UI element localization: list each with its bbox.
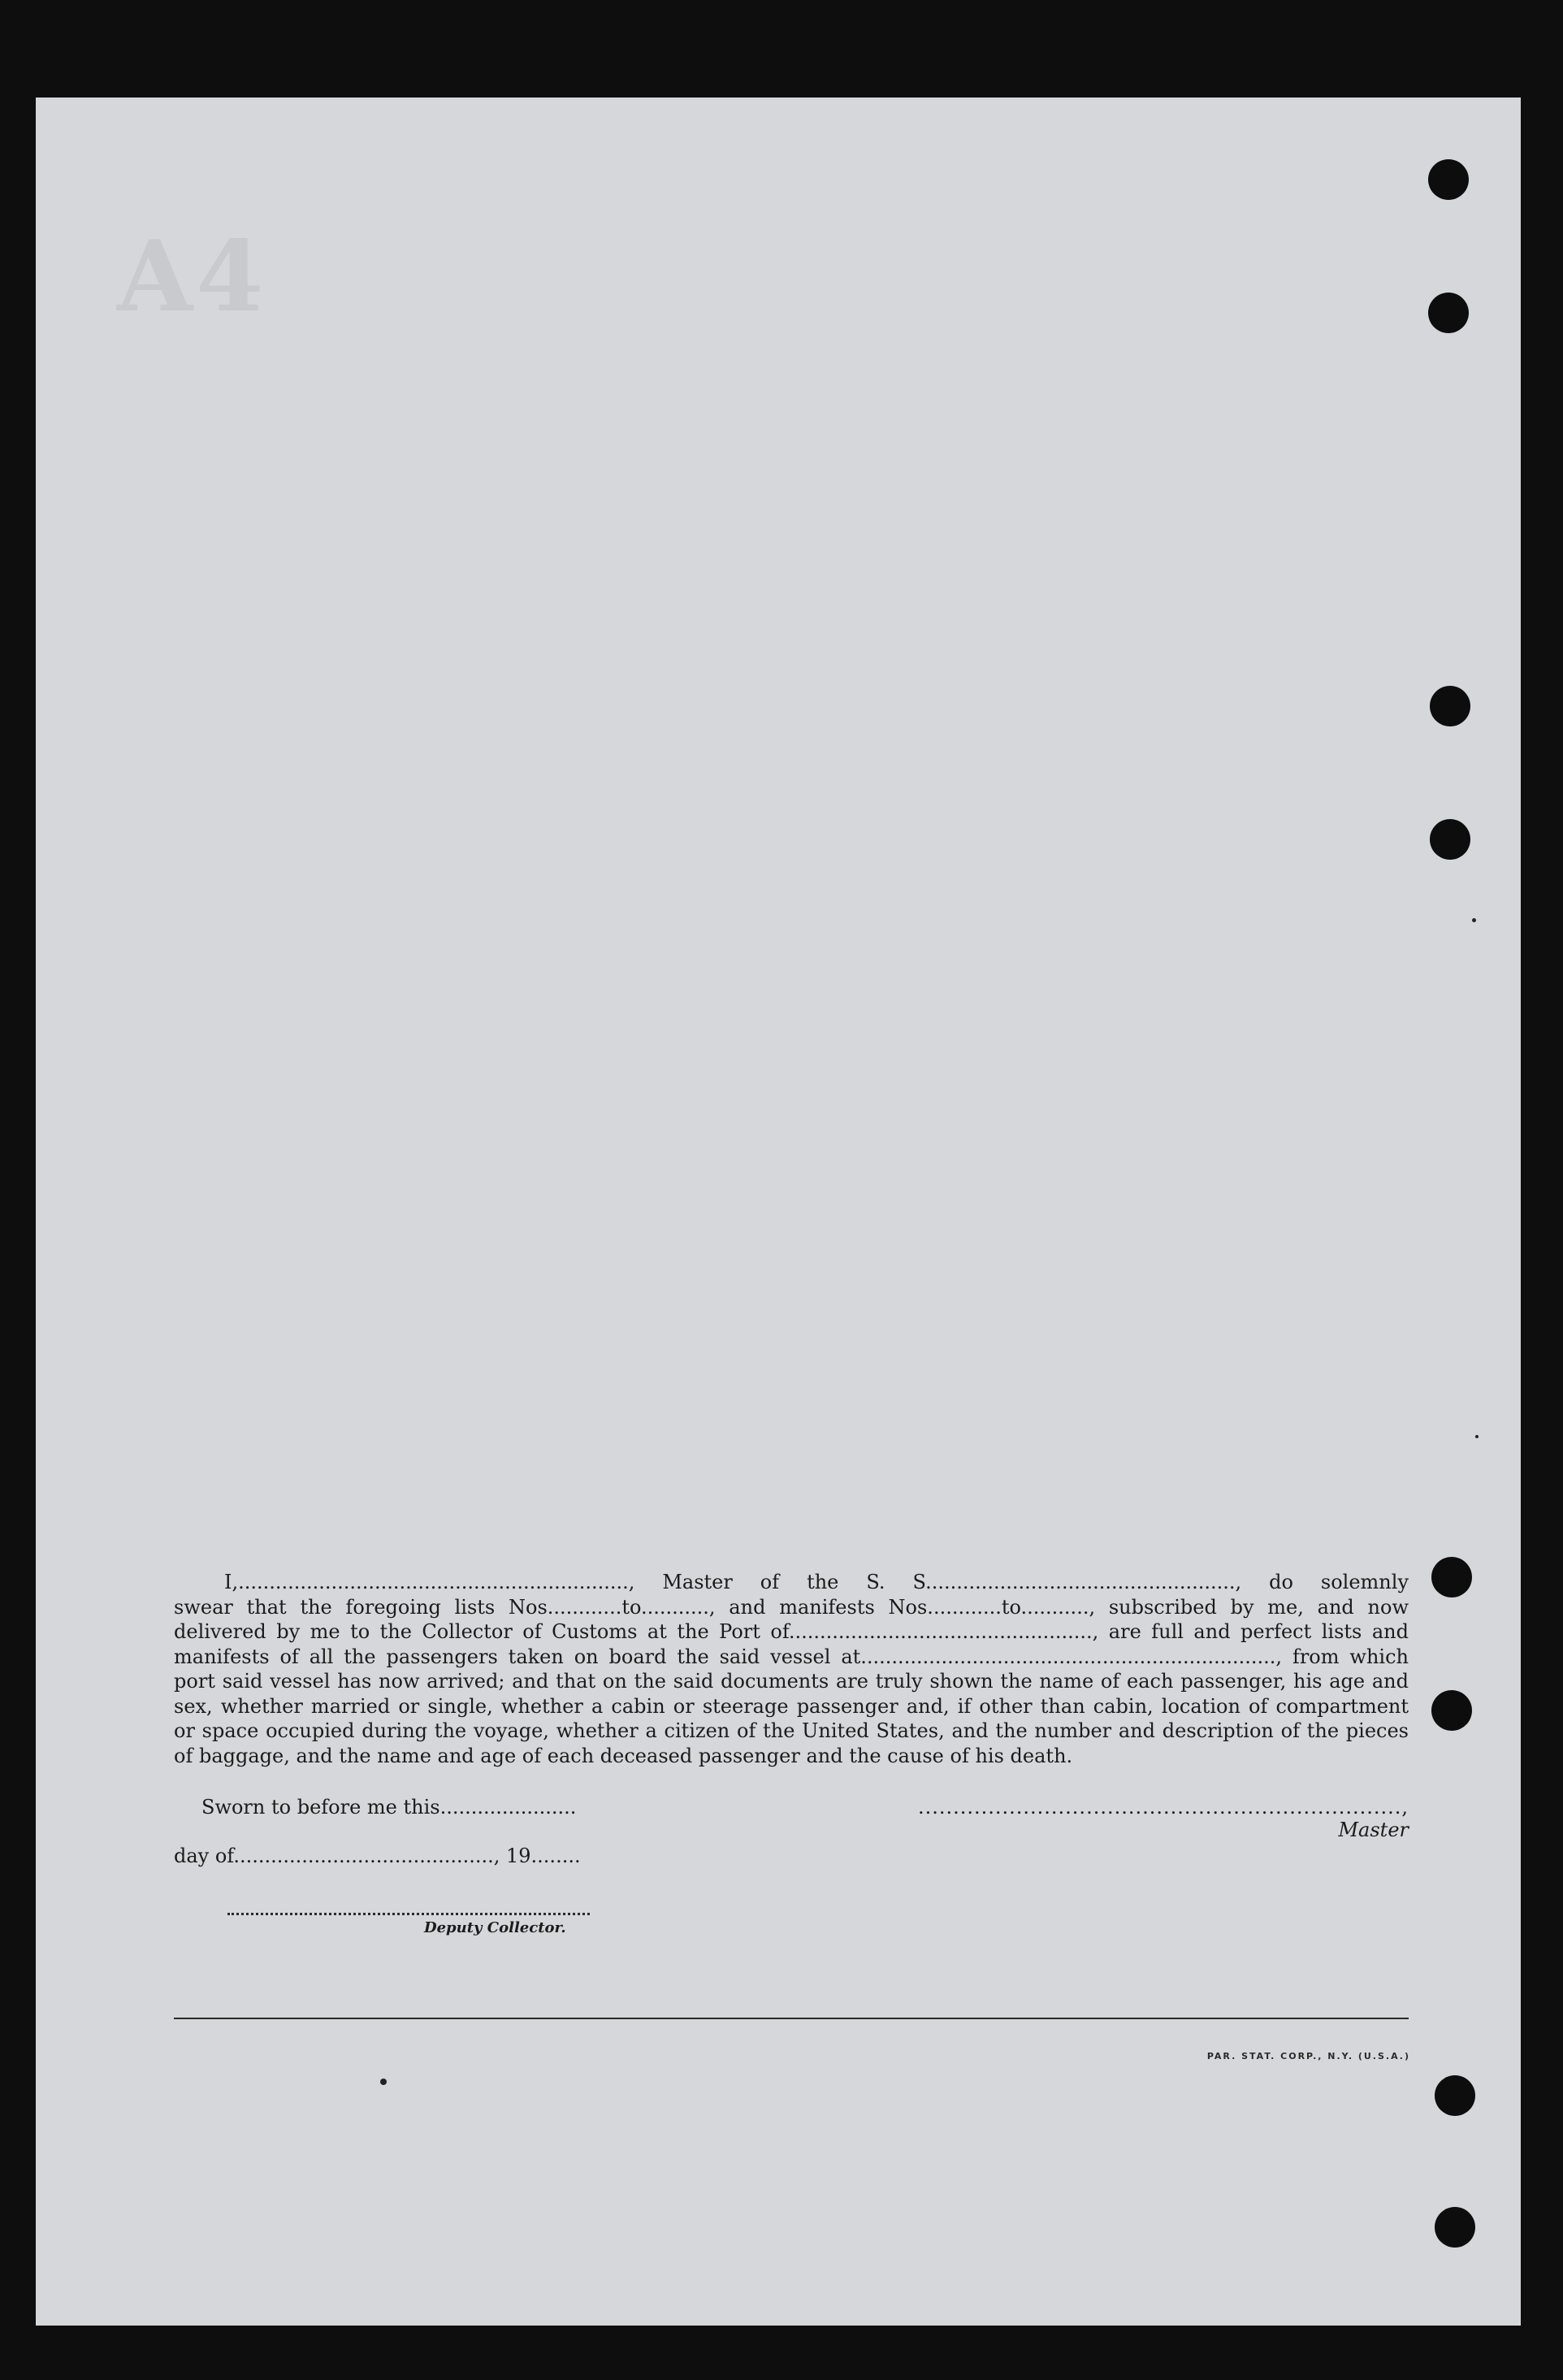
master-signature-line <box>902 1796 1409 1841</box>
master-label: Master <box>1338 1819 1409 1841</box>
sworn-block <box>174 1796 596 1867</box>
oath-line: I,..............................................................., Master of the S. S.................................................., do solemnly <box>224 1571 1409 1593</box>
corner-mark: A4 <box>117 219 267 334</box>
oath-line: swear that the foregoing lists Nos............to..........., and manifests Nos............to..........., subscribed by me, and now <box>174 1595 1409 1619</box>
binder-hole <box>1431 1557 1472 1598</box>
binder-hole <box>1428 159 1469 200</box>
printer-mark: PAR. STAT. CORP., N.Y. (U.S.A.) <box>1206 2051 1410 2061</box>
speck <box>1472 918 1476 922</box>
binder-hole <box>1431 1690 1472 1731</box>
bottom-rule <box>174 2018 1409 2019</box>
oath-line: manifests of all the passengers taken on board the said vessel at..................................................................., from which <box>174 1645 1409 1668</box>
master-signature-dots: ....................................................................., <box>917 1796 1409 1819</box>
binder-hole <box>1430 686 1470 726</box>
document-sheet <box>36 98 1521 2326</box>
day-of-line: day of.........................................., 19........ <box>174 1845 581 1867</box>
deputy-collector-label: Deputy Collector. <box>424 1919 566 1936</box>
speck <box>1475 1435 1479 1438</box>
speck <box>380 2079 387 2085</box>
sworn-line: Sworn to before me this...................... <box>201 1796 577 1819</box>
oath-paragraph <box>174 1570 1409 1768</box>
deputy-signature-line <box>227 1913 590 1915</box>
oath-line: sex, whether married or single, whether a cabin or steerage passenger and, if other than cabin, location of compartment <box>174 1694 1409 1718</box>
oath-line: delivered by me to the Collector of Customs at the Port of................................................., are full and perfect lists and <box>174 1620 1409 1643</box>
binder-hole <box>1428 293 1469 333</box>
binder-hole <box>1435 2075 1475 2116</box>
oath-line: port said vessel has now arrived; and that on the said documents are truly shown the name of each passenger, his age and <box>174 1670 1409 1693</box>
binder-hole <box>1430 819 1470 860</box>
binder-hole <box>1435 2207 1475 2248</box>
oath-line: of baggage, and the name and age of each deceased passenger and the cause of his death. <box>174 1744 1073 1767</box>
oath-line: or space occupied during the voyage, whether a citizen of the United States, and the number and description of the pieces <box>174 1719 1409 1742</box>
